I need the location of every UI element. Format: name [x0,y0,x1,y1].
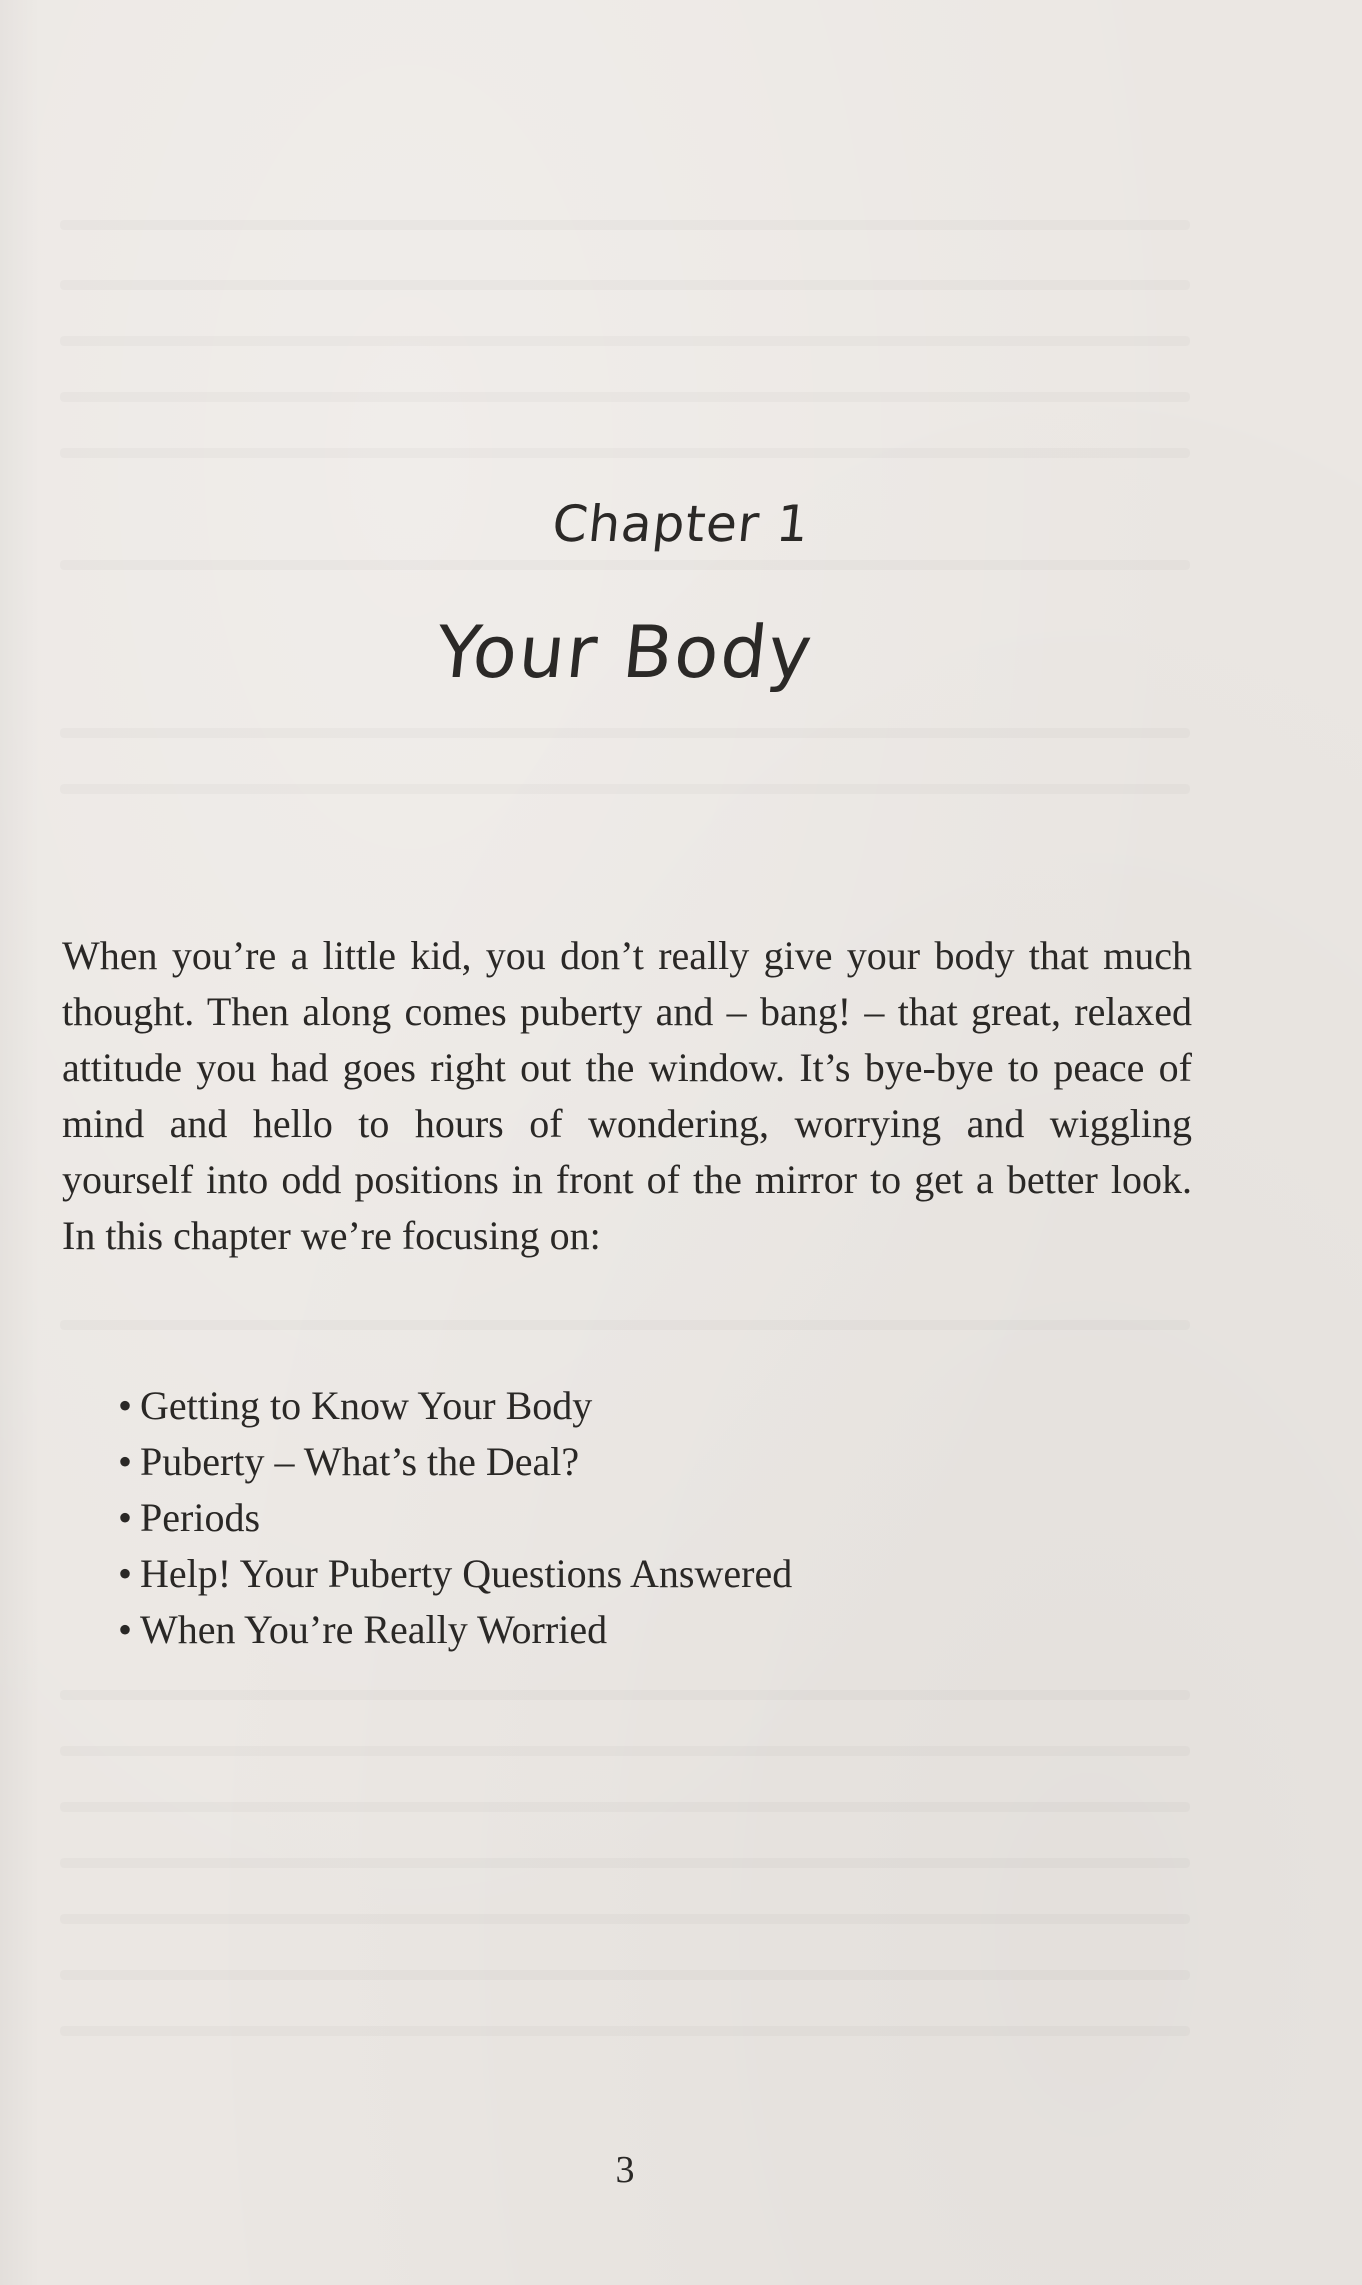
list-item [118,1546,792,1602]
show-through-line [60,448,1190,458]
topic-label: Getting to Know Your Body [140,1383,593,1428]
topic-list [118,1378,792,1658]
list-item [118,1378,792,1434]
show-through-line [60,1690,1190,1700]
show-through-line [60,1970,1190,1980]
show-through-line [60,1802,1190,1812]
topic-label: Help! Your Puberty Questions Answered [140,1551,793,1596]
chapter-title: Your Body [432,610,818,694]
show-through-line [60,784,1190,794]
bullet: • [118,1439,133,1484]
show-through-line [60,560,1190,570]
bullet: • [118,1495,133,1540]
show-through-line [60,220,1190,230]
topic-label: Periods [140,1495,261,1540]
list-item [118,1490,792,1546]
show-through-line [60,728,1190,738]
topic-label: When You’re Really Worried [140,1607,608,1652]
show-through-line [60,2026,1190,2036]
list-item [118,1434,792,1490]
bullet: • [118,1383,133,1428]
show-through-line [60,280,1190,290]
show-through-line [60,1320,1190,1330]
show-through-line [60,1746,1190,1756]
chapter-label: Chapter 1 [549,495,813,553]
bullet: • [118,1551,133,1596]
intro-paragraph: When you’re a little kid, you don’t really give your body that much thought. Then along comes puberty and – bang! – that great, relaxed attitude you had goes right out the window. It’s bye-bye to peace of mind and hello to hours of wondering, worrying and wiggling yourself into odd positions in front of the mirror to get a better look. In this chapter we’re focusing on: [62,933,1192,1258]
show-through-line [60,392,1190,402]
list-item [118,1602,792,1658]
topic-label: Puberty – What’s the Deal? [140,1439,580,1484]
bullet: • [118,1607,133,1652]
show-through-line [60,1914,1190,1924]
page-number: 3 [615,2149,635,2191]
show-through-line [60,336,1190,346]
show-through-line [60,1858,1190,1868]
